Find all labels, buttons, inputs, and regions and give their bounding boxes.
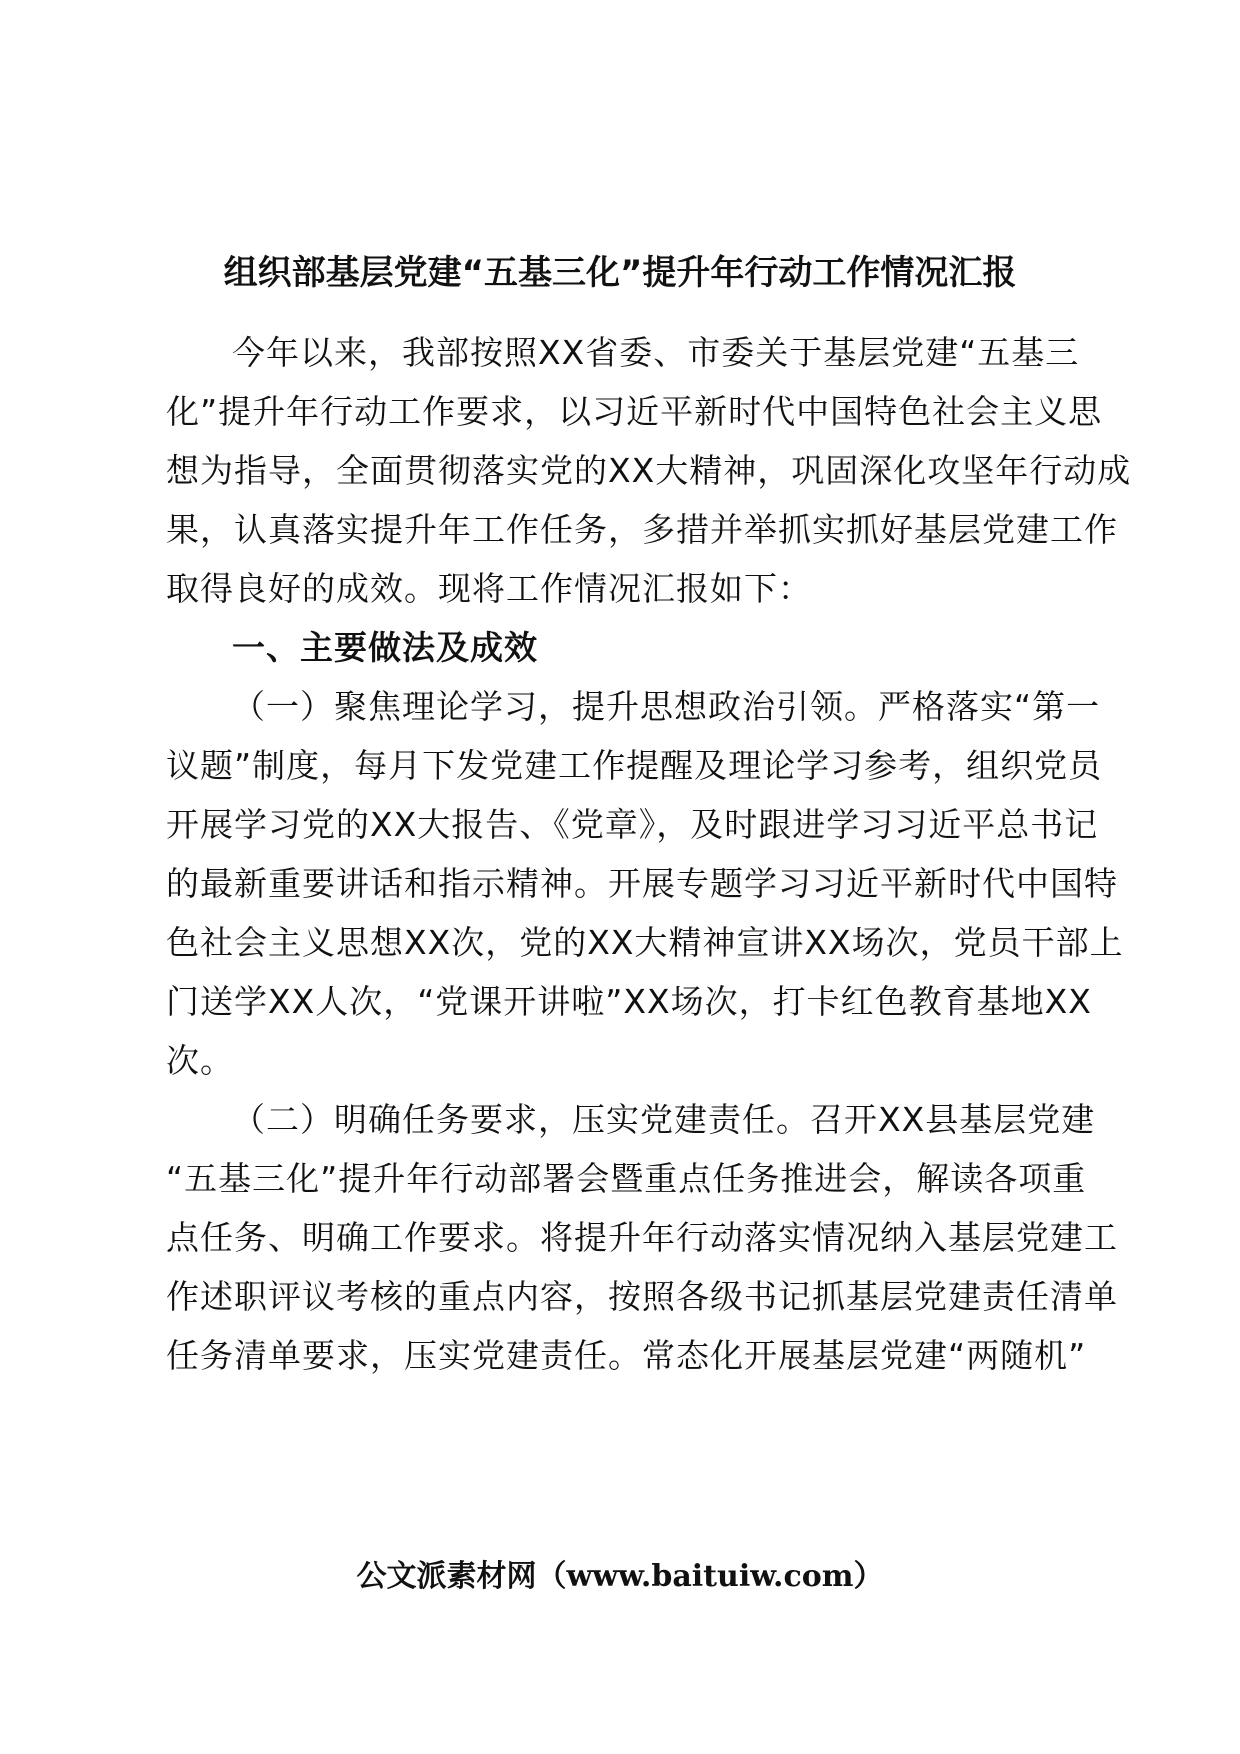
footer-source: 公文派素材网（www.baituiw.com） [356,1559,884,1594]
paragraph-line: 议题”制度，每月下发党建工作提醒及理论学习参考，组织党员 [166,746,1103,785]
paragraph-line: 开展学习党的XX大报告、《党章》，及时跟进学习习近平总书记 [166,805,1099,844]
paragraph-line: 的最新重要讲话和指示精神。开展专题学习习近平新时代中国特 [166,864,1118,903]
paragraph-line: 色社会主义思想XX次，党的XX大精神宣讲XX场次，党员干部上 [166,923,1124,962]
section-heading: 一、主要做法及成效 [232,628,538,667]
paragraph-line: 果，认真落实提升年工作任务，多措并举抓实抓好基层党建工作 [166,510,1118,549]
paragraph-line: 门送学XX人次，“党课开讲啦”XX场次，打卡红色教育基地XX [166,982,1092,1021]
document-title: 组织部基层党建“五基三化”提升年行动工作情况汇报 [223,253,1017,293]
paragraph-line: 任务清单要求，压实党建责任。常态化开展基层党建“两随机” [166,1336,1087,1375]
paragraph-line: 次。 [166,1041,234,1080]
paragraph-line: 作述职评议考核的重点内容，按照各级书记抓基层党建责任清单 [166,1277,1118,1316]
paragraph-line: （二）明确任务要求，压实党建责任。召开XX县基层党建 [232,1100,1096,1139]
paragraph-line: 化”提升年行动工作要求，以习近平新时代中国特色社会主义思 [166,392,1103,431]
paragraph-line: （一）聚焦理论学习，提升思想政治引领。严格落实“第一 [232,687,1101,726]
paragraph-line: “五基三化”提升年行动部署会暨重点任务推进会，解读各项重 [166,1159,1087,1198]
paragraph-line: 取得良好的成效。现将工作情况汇报如下： [166,569,812,608]
paragraph-line: 点任务、明确工作要求。将提升年行动落实情况纳入基层党建工 [166,1218,1118,1257]
paragraph-line: 想为指导，全面贯彻落实党的XX大精神，巩固深化攻坚年行动成 [166,451,1132,490]
paragraph-line: 今年以来，我部按照XX省委、市委关于基层党建“五基三 [232,333,1080,372]
